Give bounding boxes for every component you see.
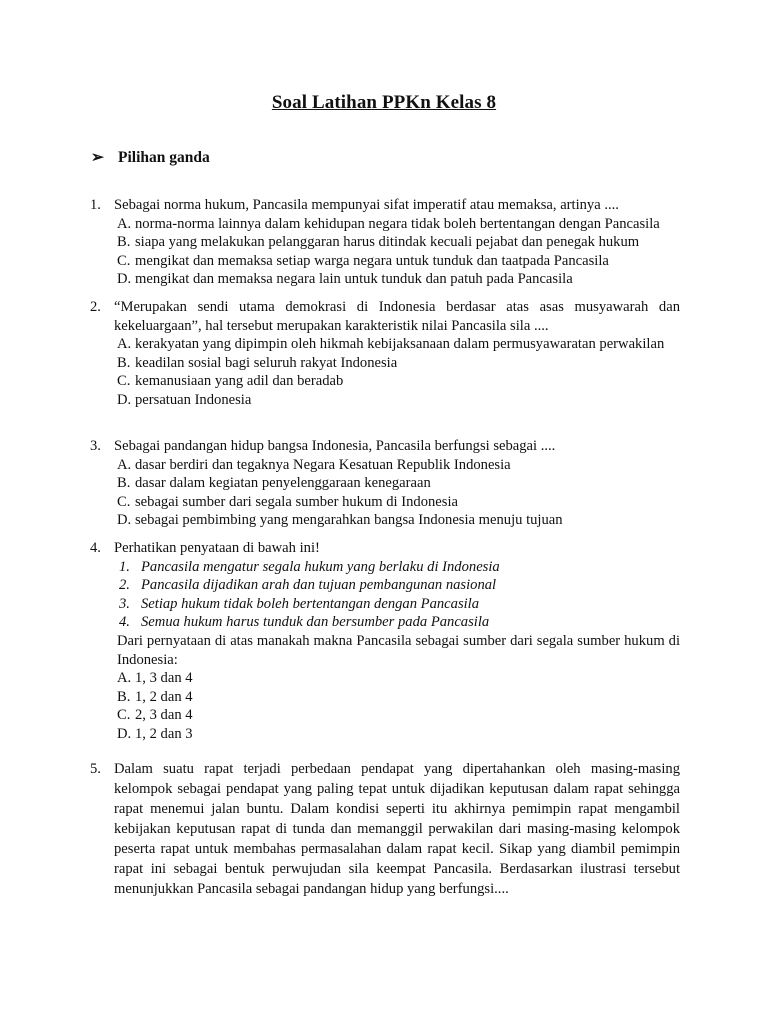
statement-number: 3. (119, 595, 130, 612)
option-letter: B. (117, 475, 131, 492)
question-5 (90, 759, 680, 899)
question-text: “Merupakan sendi utama demokrasi di Indonesia berdasar atas asas musyawarah dan kekeluargaan”, hal tersebut merupakan karakteristik nilai Pancasila sila .... (114, 299, 680, 334)
statement-number: 1. (119, 558, 130, 575)
option-letter: D. (117, 725, 132, 742)
question-text: Sebagai norma hukum, Pancasila mempunyai sifat imperatif atau memaksa, artinya .... (114, 197, 619, 213)
option-letter: B. (117, 234, 131, 251)
option-text: kerakyatan yang dipimpin oleh hikmah kebijaksanaan dalam permusyawaratan perwakilan (135, 336, 665, 353)
option-letter: D. (117, 391, 132, 408)
statement-text: Pancasila mengatur segala hukum yang berlaku di Indonesia (141, 558, 500, 575)
arrow-bullet-icon: ➢ (91, 149, 104, 166)
question-number: 5. (90, 761, 101, 777)
question-4 (90, 539, 680, 744)
statement-item (117, 613, 680, 632)
option-b (90, 474, 680, 493)
option-b (90, 233, 680, 252)
option-text: persatuan Indonesia (135, 391, 252, 408)
option-text: 1, 3 dan 4 (135, 670, 193, 687)
option-letter: A. (117, 670, 132, 687)
option-b (90, 354, 680, 373)
option-a (90, 335, 680, 354)
option-text: 2, 3 dan 4 (135, 707, 193, 724)
question-number: 1. (90, 197, 101, 213)
option-letter: C. (117, 373, 131, 390)
question-1 (90, 196, 680, 289)
option-a (90, 215, 680, 234)
statement-list (90, 558, 680, 632)
section-label: Pilihan ganda (118, 149, 210, 166)
option-d (90, 511, 680, 530)
question-3 (90, 437, 680, 530)
statement-text: Semua hukum harus tunduk dan bersumber pada Pancasila (141, 614, 490, 631)
option-c (90, 706, 680, 725)
statement-item (117, 558, 680, 577)
option-d (90, 391, 680, 410)
option-text: mengikat dan memaksa setiap warga negara untuk tunduk dan taatpada Pancasila (135, 252, 609, 269)
option-text: keadilan sosial bagi seluruh rakyat Indonesia (135, 354, 398, 371)
option-letter: B. (117, 688, 131, 705)
option-text: dasar dalam kegiatan penyelenggaraan kenegaraan (135, 475, 431, 492)
option-c (90, 493, 680, 512)
option-letter: D. (117, 512, 132, 529)
statement-text: Setiap hukum tidak boleh bertentangan dengan Pancasila (141, 595, 480, 612)
option-letter: A. (117, 215, 132, 232)
question-continuation: Dari pernyataan di atas manakah makna Pancasila sebagai sumber dari segala sumber hukum di Indonesia: (117, 632, 680, 668)
statement-number: 2. (119, 577, 130, 594)
option-letter: A. (117, 336, 132, 353)
option-letter: A. (117, 456, 132, 473)
option-letter: C. (117, 252, 131, 269)
statement-text: Pancasila dijadikan arah dan tujuan pembangunan nasional (141, 577, 497, 594)
option-a (90, 456, 680, 475)
option-a (90, 669, 680, 688)
option-letter: B. (117, 354, 131, 371)
option-letter: D. (117, 271, 132, 288)
question-text: Sebagai pandangan hidup bangsa Indonesia, Pancasila berfungsi sebagai .... (114, 438, 556, 454)
option-letter: C. (117, 707, 131, 724)
option-text: mengikat dan memaksa negara lain untuk tunduk dan patuh pada Pancasila (135, 271, 573, 288)
option-letter: C. (117, 493, 131, 510)
option-text: norma-norma lainnya dalam kehidupan negara tidak boleh bertentangan dengan Pancasila (135, 215, 660, 232)
option-c (90, 252, 680, 271)
option-text: sebagai sumber dari segala sumber hukum di Indonesia (135, 493, 459, 510)
option-d (90, 270, 680, 289)
section-heading (91, 149, 210, 168)
question-number: 3. (90, 438, 101, 454)
option-text: siapa yang melakukan pelanggaran harus ditindak kecuali pejabat dan penegak hukum (135, 234, 640, 251)
option-text: 1, 2 dan 4 (135, 688, 193, 705)
option-b (90, 688, 680, 707)
option-text: dasar berdiri dan tegaknya Negara Kesatuan Republik Indonesia (135, 456, 511, 473)
page-title: Soal Latihan PPKn Kelas 8 (271, 92, 497, 113)
option-text: sebagai pembimbing yang mengarahkan bangsa Indonesia menuju tujuan (135, 512, 563, 529)
statement-item (117, 576, 680, 595)
statement-item (117, 595, 680, 614)
option-c (90, 372, 680, 391)
question-text: Perhatikan penyataan di bawah ini! (114, 540, 320, 556)
question-number: 4. (90, 540, 101, 556)
question-number: 2. (90, 299, 101, 315)
option-text: kemanusiaan yang adil dan beradab (135, 373, 344, 390)
statement-number: 4. (119, 614, 130, 631)
question-2 (90, 298, 680, 410)
option-text: 1, 2 dan 3 (135, 725, 193, 742)
question-text: Dalam suatu rapat terjadi perbedaan pendapat yang dipertahankan oleh masing-masing kelompok sebagai pendapat yang paling tepat untuk dijadikan keputusan dalam rapat sehingga rapat menemui jalan buntu. Dalam kondisi seperti itu akhirnya pemimpin rapat mengambil kebijakan keputusan rapat di tunda dan memanggil perwakilan dari masing-masing kelompok peserta rapat untuk membahas permasalahan dalam rapat kecil. Sikap yang diambil pemimpin rapat ini sebagai bentuk perwujudan sila keempat Pancasila. Berdasarkan ilustrasi tersebut menunjukkan Pancasila sebagai pandangan hidup yang berfungsi.... (114, 761, 680, 897)
option-d (90, 725, 680, 744)
